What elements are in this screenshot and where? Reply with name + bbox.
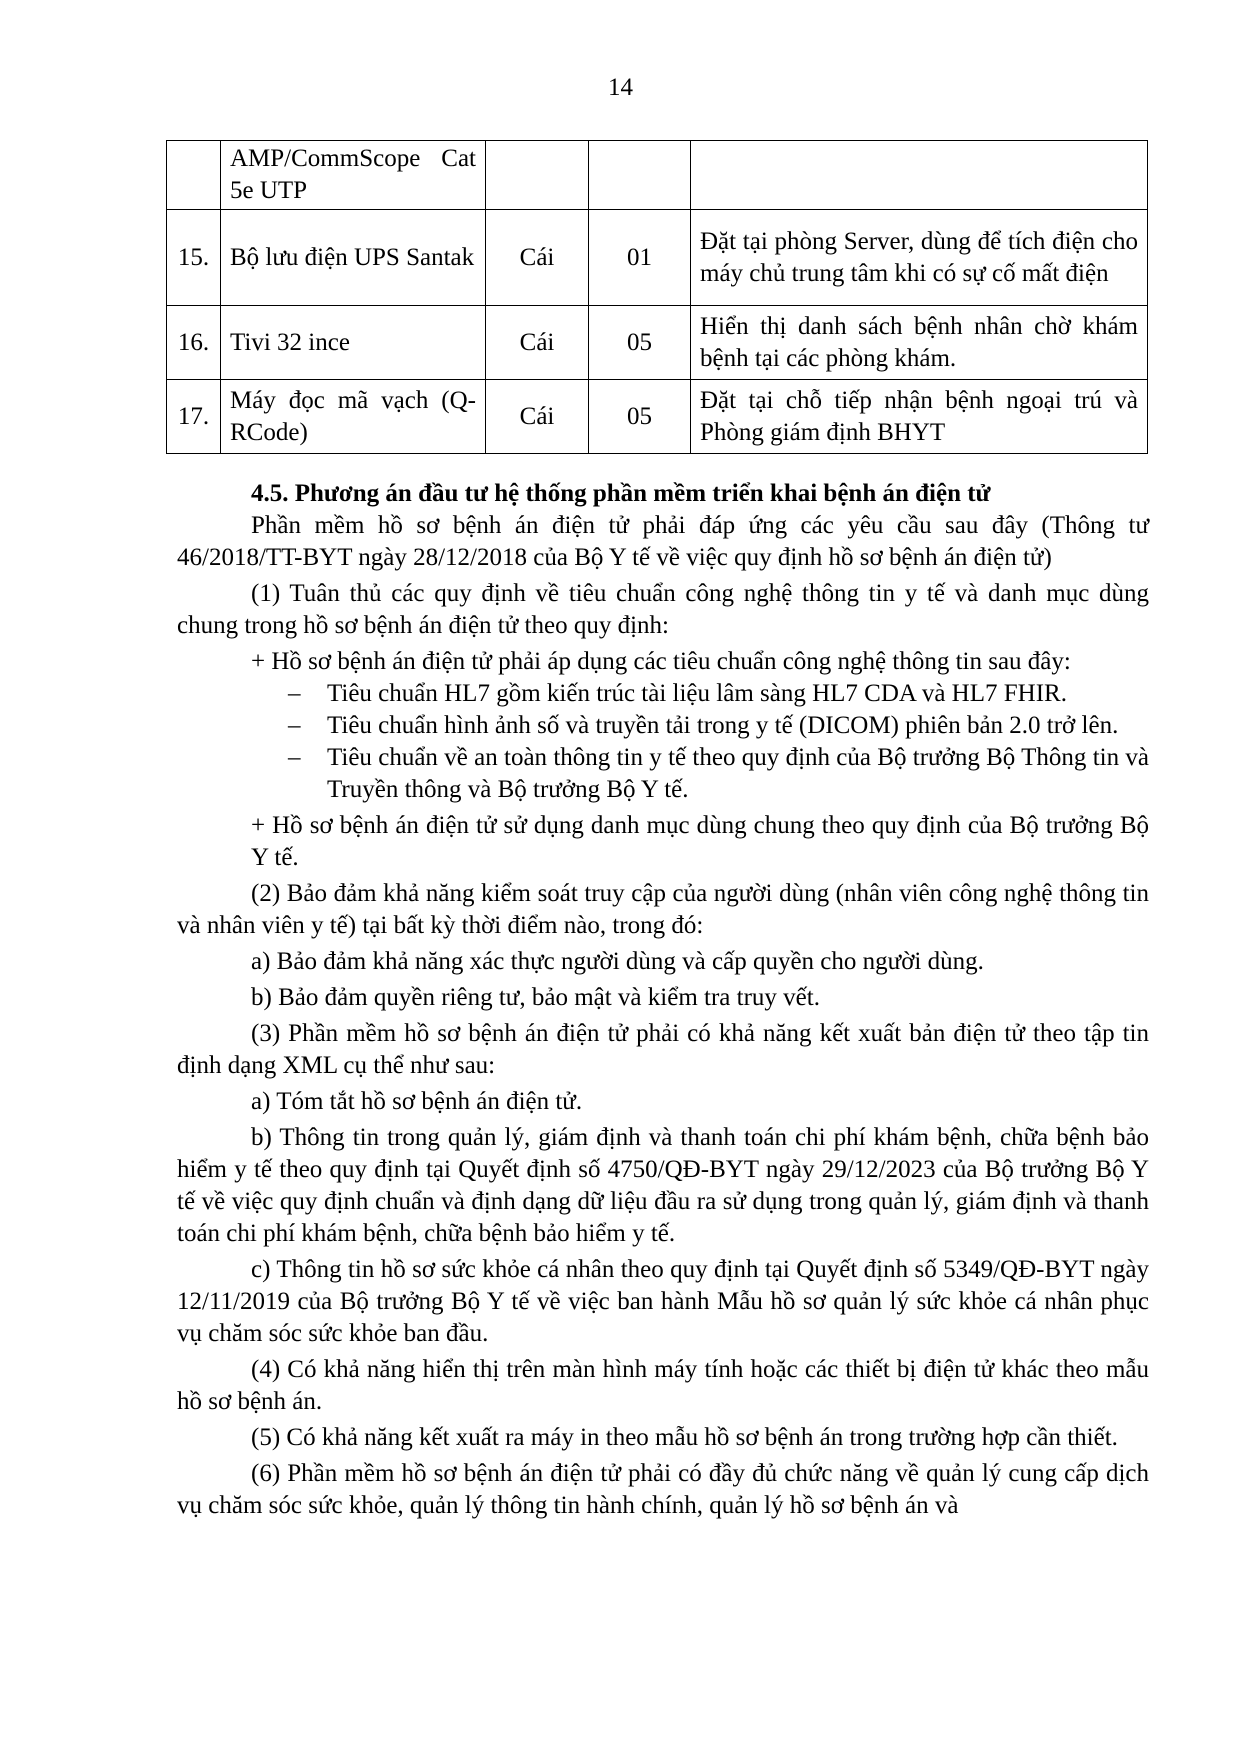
requirement-2b: b) Bảo đảm quyền riêng tư, bảo mật và kiểm tra truy vết. <box>251 984 820 1011</box>
dash-bullet: – <box>288 712 301 739</box>
list-item <box>288 710 1149 742</box>
list-item <box>288 678 1149 710</box>
row-number <box>167 141 221 210</box>
table-row <box>167 210 1148 306</box>
item-note: Đặt tại chỗ tiếp nhận bệnh ngoại trú và Phòng giám định BHYT <box>691 380 1148 454</box>
section-content <box>177 478 1149 1522</box>
item-name: AMP/CommScope Cat 5e UTP <box>221 141 486 210</box>
equipment-table <box>166 140 1148 454</box>
list-item-text: Tiêu chuẩn hình ảnh số và truyền tải trong y tế (DICOM) phiên bản 2.0 trở lên. <box>327 712 1119 739</box>
requirement-3a: a) Tóm tắt hồ sơ bệnh án điện tử. <box>251 1088 583 1115</box>
row-number: 17. <box>167 380 221 454</box>
requirement-3: (3) Phần mềm hồ sơ bệnh án điện tử phải có khả năng kết xuất bản điện tử theo tập tin định dạng XML cụ thể như sau: <box>177 1020 1149 1079</box>
item-name: Tivi 32 ince <box>221 306 486 380</box>
dash-bullet: – <box>288 744 301 771</box>
list-item-text: Tiêu chuẩn về an toàn thông tin y tế theo quy định của Bộ trưởng Bộ Thông tin và Truyền thông và Bộ trưởng Bộ Y tế. <box>327 744 1149 803</box>
requirement-2a: a) Bảo đảm khả năng xác thực người dùng và cấp quyền cho người dùng. <box>251 948 984 975</box>
item-quantity: 01 <box>589 210 691 306</box>
requirement-6: (6) Phần mềm hồ sơ bệnh án điện tử phải có đầy đủ chức năng về quản lý cung cấp dịch vụ chăm sóc sức khỏe, quản lý thông tin hành chính, quản lý hồ sơ bệnh án và <box>177 1460 1149 1519</box>
intro-paragraph: Phần mềm hồ sơ bệnh án điện tử phải đáp ứng các yêu cầu sau đây (Thông tư 46/2018/TT-BYT ngày 28/12/2018 của Bộ Y tế về việc quy định hồ sơ bệnh án điện tử) <box>177 512 1149 571</box>
list-item <box>288 742 1149 806</box>
table-row <box>167 306 1148 380</box>
item-unit <box>486 141 589 210</box>
requirement-3b: b) Thông tin trong quản lý, giám định và thanh toán chi phí khám bệnh, chữa bệnh bảo hiểm y tế theo quy định tại Quyết định số 4750/QĐ-BYT ngày 29/12/2023 của Bộ trưởng Bộ Y tế về việc quy định chuẩn và định dạng dữ liệu đầu ra sử dụng trong quản lý, giám định và thanh toán chi phí khám bệnh, chữa bệnh bảo hiểm y tế. <box>177 1124 1149 1247</box>
item-quantity: 05 <box>589 306 691 380</box>
row-number: 16. <box>167 306 221 380</box>
requirement-2: (2) Bảo đảm khả năng kiểm soát truy cập của người dùng (nhân viên công nghệ thông tin và nhân viên y tế) tại bất kỳ thời điểm nào, trong đó: <box>177 880 1149 939</box>
item-unit: Cái <box>486 380 589 454</box>
requirement-3c: c) Thông tin hồ sơ sức khỏe cá nhân theo quy định tại Quyết định số 5349/QĐ-BYT ngày 12/11/2019 của Bộ trưởng Bộ Y tế về việc ban hành Mẫu hồ sơ quản lý sức khỏe cá nhân phục vụ chăm sóc sức khỏe ban đầu. <box>177 1256 1149 1347</box>
plus-item-standards: + Hồ sơ bệnh án điện tử phải áp dụng các tiêu chuẩn công nghệ thông tin sau đây: <box>251 648 1071 675</box>
item-note: Hiển thị danh sách bệnh nhân chờ khám bệnh tại các phòng khám. <box>691 306 1148 380</box>
row-number: 15. <box>167 210 221 306</box>
section-heading: 4.5. Phương án đầu tư hệ thống phần mềm triển khai bệnh án điện tử <box>251 480 991 507</box>
plus-item-catalog: + Hồ sơ bệnh án điện tử sử dụng danh mục dùng chung theo quy định của Bộ trưởng Bộ Y tế. <box>251 812 1149 871</box>
item-unit: Cái <box>486 210 589 306</box>
item-note: Đặt tại phòng Server, dùng để tích điện cho máy chủ trung tâm khi có sự cố mất điện <box>691 210 1148 306</box>
item-name: Máy đọc mã vạch (Q-RCode) <box>221 380 486 454</box>
page-number: 14 <box>608 74 633 101</box>
standards-list <box>177 678 1149 806</box>
dash-bullet: – <box>288 680 301 707</box>
requirement-5: (5) Có khả năng kết xuất ra máy in theo mẫu hồ sơ bệnh án trong trường hợp cần thiết. <box>251 1424 1118 1451</box>
table-row <box>167 380 1148 454</box>
item-name: Bộ lưu điện UPS Santak <box>221 210 486 306</box>
list-item-text: Tiêu chuẩn HL7 gồm kiến trúc tài liệu lâm sàng HL7 CDA và HL7 FHIR. <box>327 680 1067 707</box>
item-quantity <box>589 141 691 210</box>
item-unit: Cái <box>486 306 589 380</box>
requirement-4: (4) Có khả năng hiển thị trên màn hình máy tính hoặc các thiết bị điện tử khác theo mẫu hồ sơ bệnh án. <box>177 1356 1149 1415</box>
item-note <box>691 141 1148 210</box>
item-quantity: 05 <box>589 380 691 454</box>
table-row <box>167 141 1148 210</box>
requirement-1: (1) Tuân thủ các quy định về tiêu chuẩn công nghệ thông tin y tế và danh mục dùng chung trong hồ sơ bệnh án điện tử theo quy định: <box>177 580 1149 639</box>
